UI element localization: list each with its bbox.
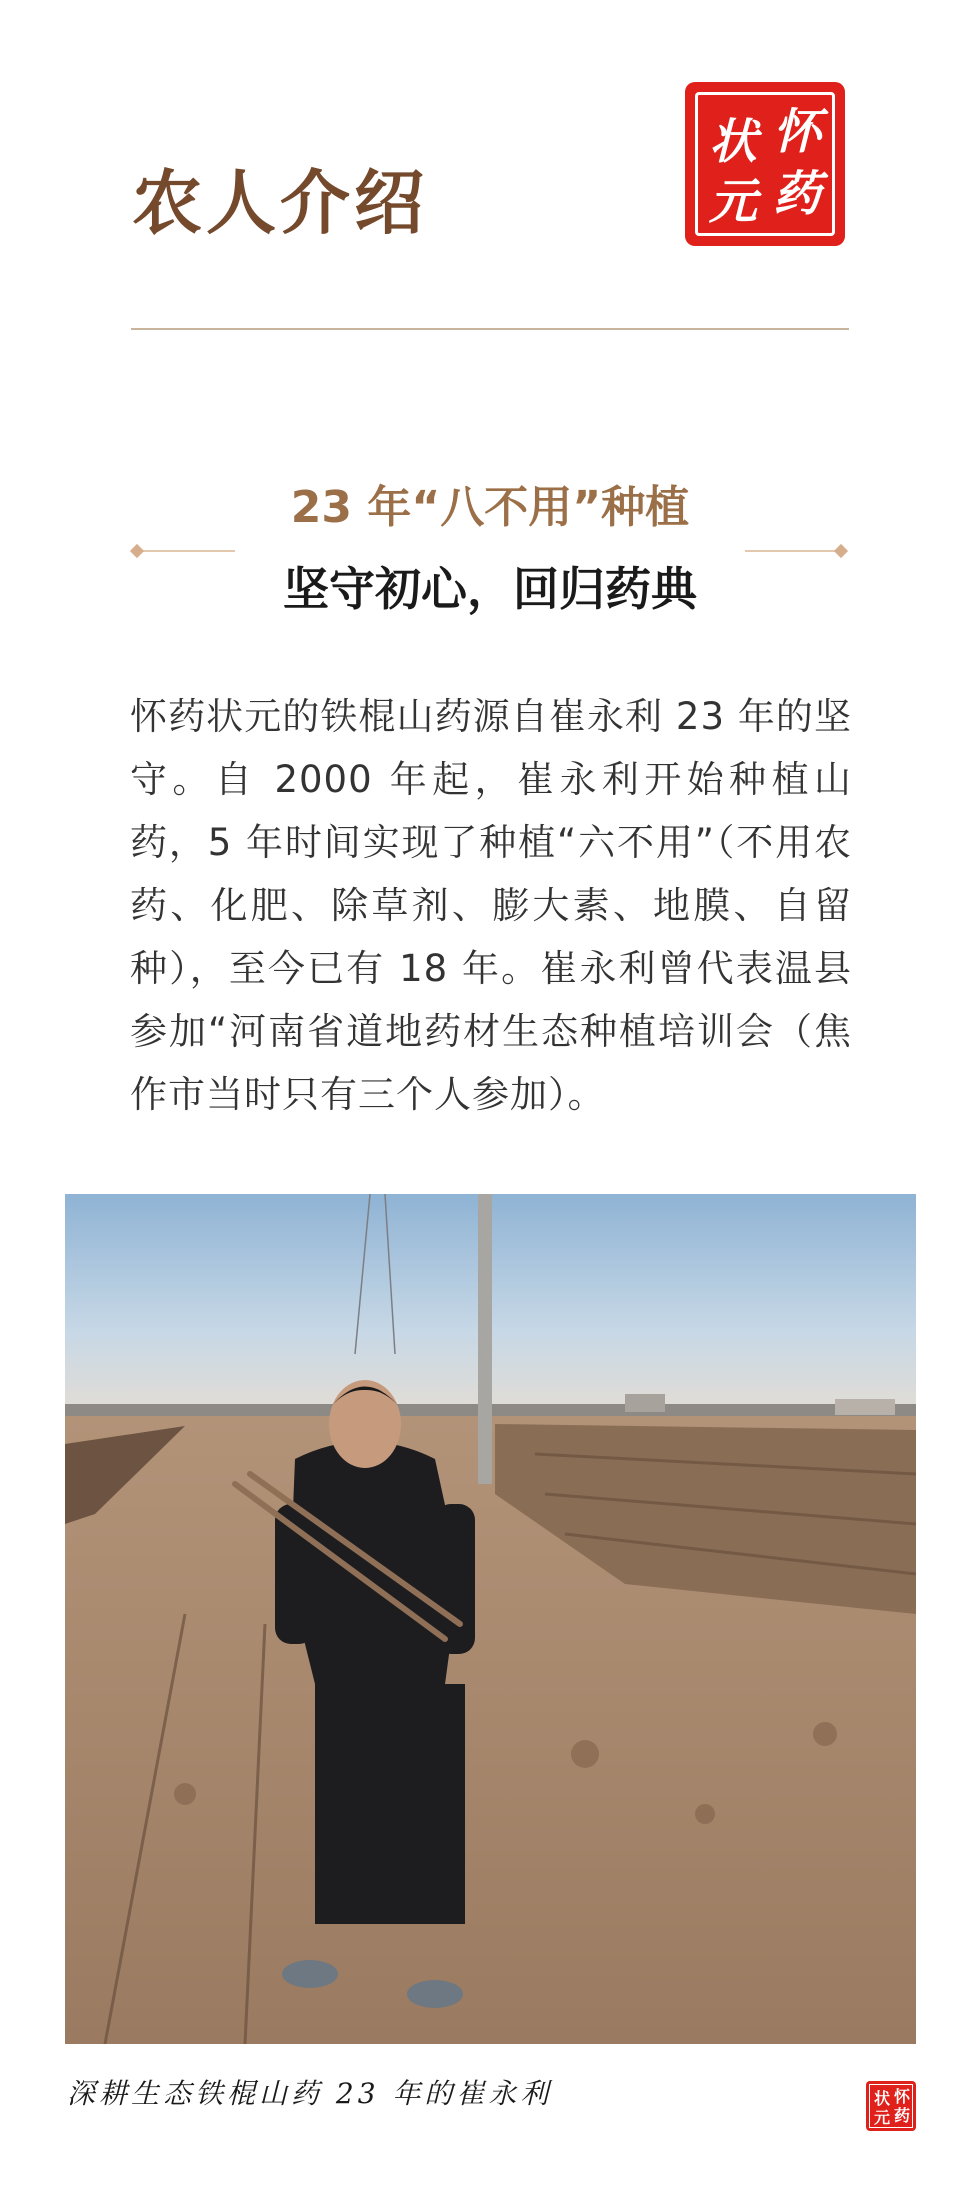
photo-caption: 深耕生态铁棍山药 23 年的崔永利	[67, 2077, 553, 2110]
seal-small-char-4: 元	[874, 2108, 891, 2127]
subtitle-deco-right	[745, 550, 840, 552]
subtitle-deco-left-dot	[130, 544, 144, 558]
intro-paragraph: 怀药状元的铁棍山药源自崔永利 23 年的坚守。自 2000 年起，崔永利开始种植山药，5 年时间实现了种植“六不用”（不用农药、化肥、除草剂、膨大素、地膜、自留种），至今已有 18 年。崔永利曾代表温县参加“河南省道地药材生态种植培训会（焦作市当时只有三个人参加）。	[130, 695, 852, 1116]
seal-small-char-1: 怀	[894, 2087, 911, 2106]
subtitle-deco-right-dot	[834, 544, 848, 558]
brand-seal-small-logo	[866, 2081, 916, 2131]
seal-char-1: 怀	[773, 104, 822, 160]
brand-seal-logo	[685, 82, 845, 246]
seal-char-2: 药	[773, 166, 822, 222]
page-title: 农人介绍	[132, 162, 428, 244]
subtitle-deco-left	[140, 550, 235, 552]
seal-small-char-3: 状	[874, 2089, 891, 2108]
seal-char-3: 状	[709, 114, 758, 170]
seal-char-4: 元	[709, 174, 758, 230]
section-subtitle-1: 23 年“八不用”种植	[290, 482, 690, 533]
farmer-photo	[65, 1194, 916, 2044]
section-subtitle-2: 坚守初心，回归药典	[283, 562, 697, 616]
seal-small-char-2: 药	[894, 2106, 911, 2125]
header-divider	[131, 328, 849, 330]
